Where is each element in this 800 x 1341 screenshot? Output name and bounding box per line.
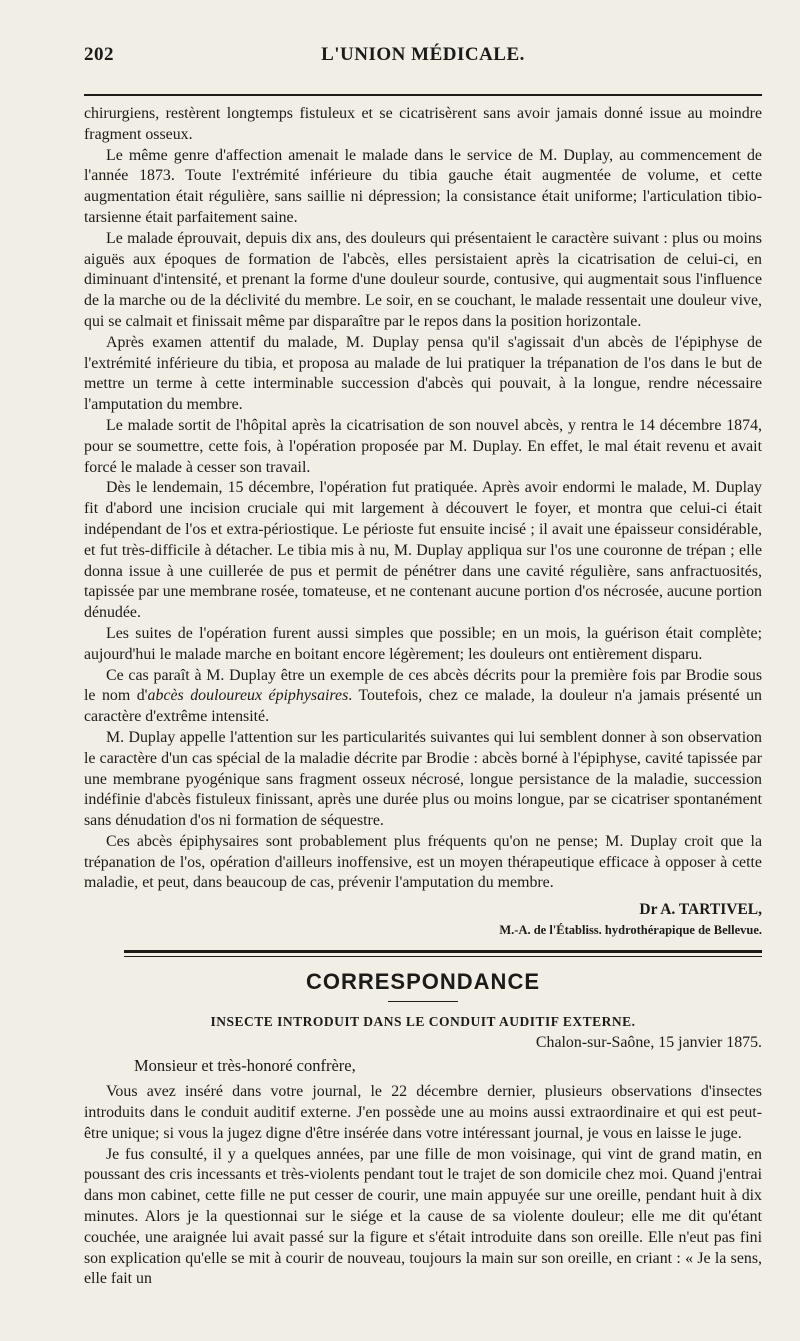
article-paragraph: Le malade éprouvait, depuis dix ans, des douleurs qui présentaient le caractère suivant : plus ou moins aiguës aux époques de formation de l'abcès, elles persistaient après la cicatrisation de celui-ci, en diminuant d'intensité, et prenant la forme d'une douleur sourde, contusive, qui augmentait sous l'influence de la marche ou de la déclivité du membre. Le soir, en se couchant, le malade ressentait une douleur vive, qui se calmait et finissait même par disparaître par le repos dans la position horizontale.: [84, 229, 762, 330]
article-paragraph: Le malade sortit de l'hôpital après la cicatrisation de son nouvel abcès, y rentra le 14 décembre 1874, pour se soumettre, cette fois, à l'opération proposée par M. Duplay. En effet, le mal était revenu et avait forcé le malade à cesser son travail.: [84, 416, 762, 476]
article-paragraph: Ces abcès épiphysaires sont probablement plus fréquents qu'on ne pense; M. Duplay croit que la trépanation de l'os, opération d'ailleurs inoffensive, est un moyen thérapeutique efficace à opposer à cette maladie, et peut, dans beaucoup de cas, prévenir l'amputation du membre.: [84, 832, 762, 892]
article-paragraph: chirurgiens, restèrent longtemps fistuleux et se cicatrisèrent sans avoir jamais donné issue au moindre fragment osseux.: [84, 105, 762, 143]
brodie-italic-term: abcès douloureux épiphysaires: [147, 687, 349, 705]
letter-title: INSECTE INTRODUIT DANS LE CONDUIT AUDITIF EXTERNE.: [210, 1014, 636, 1030]
article-paragraph: Après examen attentif du malade, M. Duplay pensa qu'il s'agissait d'un abcès de l'épiphyse de l'extrémité inférieure du tibia, et proposa au malade de lui pratiquer la trépanation de l'os dans le but de mettre un terme à cette interminable succession d'abcès qui pouvait, à la longue, rendre nécessaire l'amputation du membre.: [84, 333, 762, 414]
article-paragraph: M. Duplay appelle l'attention sur les particularités suivantes qui lui semblent donner à son observation le caractère d'un cas spécial de la maladie décrite par Brodie : abcès borné à l'épiphyse, cavité tapissée par une membrane pyogénique sans fragment osseux nécrosé, longue persistance de la maladie, succession indéfinie d'abcès fistuleux finissant, après une durée plus ou moins longue, par se cicatriser spontanément sans dénudation d'os ni formation de séquestre.: [84, 728, 762, 830]
header-rule: [84, 94, 762, 96]
section-divider: [124, 950, 762, 957]
running-head: [84, 36, 762, 70]
title-underline: [388, 1001, 458, 1002]
letter-paragraph: Vous avez inséré dans votre journal, le 22 décembre dernier, plusieurs observations d'insectes introduits dans le conduit auditif externe. J'en possède une au moins aussi extraordinaire et qui est peut-être unique; si vous la jugez digne d'être insérée dans votre intéressant journal, je vous en laisse le juge.: [84, 1083, 762, 1142]
article-body: [84, 104, 762, 894]
letter-body: [84, 1082, 762, 1290]
page-number: 202: [84, 44, 114, 65]
signature-block: [84, 900, 762, 940]
article-paragraph: Dès le lendemain, 15 décembre, l'opération fut pratiquée. Après avoir endormi le malade, M. Duplay fit d'abord une incision cruciale qui mit largement à découvert le foyer, et montra que celui-ci était indépendant de l'os et extra-périostique. Le périoste fut ensuite incisé ; il avait une épaisseur considérable, et fut très-difficile à détacher. Le tibia mis à nu, M. Duplay appliqua sur l'os une couronne de trépan ; elle donna issue à une cuillerée de pus et permit de pénétrer dans une cavité régulière, sans anfractuosités, tapissée par une membrane rosée, tomateuse, et ne contenant aucune portion d'os nécrosée, aucune portion dénudée.: [84, 479, 762, 622]
signature-name: Dr A. TARTIVEL,: [639, 901, 762, 919]
signature-affiliation: M.-A. de l'Établiss. hydrothérapique de Bellevue.: [499, 923, 762, 938]
letter-place-date: Chalon-sur-Saône, 15 janvier 1875.: [535, 1034, 762, 1052]
letter-paragraph: Je fus consulté, il y a quelques années, par une fille de mon voisinage, qui vint de grand matin, en poussant des cris incessants et très-violents pendant tout le trajet de son domicile chez moi. Quand j'entrai dans mon cabinet, cette fille ne put cesser de courir, une main appuyée sur une oreille, pendant huit à dix minutes. Alors je la questionnai sur le siége et la cause de sa violente douleur; elle me dit qu'étant couchée, une araignée lui avait passé sur la figure et s'était introduite dans son oreille. Elle n'eut pas fini son explication qu'elle se mit à courir de nouveau, toujours la main sur son oreille, en criant : « Je la sens, elle fait un: [84, 1145, 762, 1288]
article-paragraph: Le même genre d'affection amenait le malade dans le service de M. Duplay, au commencement de l'année 1873. Toute l'extrémité inférieure du tibia gauche était augmentée de volume, et cette augmentation était régulière, sans saillie ni dépression; la consistance était uniforme; l'articulation tibio-tarsienne était parfaitement saine.: [84, 146, 762, 226]
article-paragraph: Les suites de l'opération furent aussi simples que possible; en un mois, la guérison était complète; aujourd'hui le malade marche en boitant encore légèrement; les douleurs ont entièrement disparu.: [84, 624, 762, 663]
journal-title: L'UNION MÉDICALE.: [321, 44, 525, 65]
section-title: CORRESPONDANCE: [305, 969, 541, 995]
brodie-intro-text: Ce cas paraît à M. Duplay être un exemple de ces abcès décrits pour la première fois par Brodie sous le nom d': [84, 666, 762, 705]
letter-salutation: Monsieur et très-honoré confrère,: [134, 1056, 356, 1076]
article-paragraph-brodie: [84, 666, 762, 728]
brodie-rest-text: . Toutefois, chez ce malade, la douleur n'a jamais présenté un caractère d'extrême intensité.: [84, 687, 762, 726]
